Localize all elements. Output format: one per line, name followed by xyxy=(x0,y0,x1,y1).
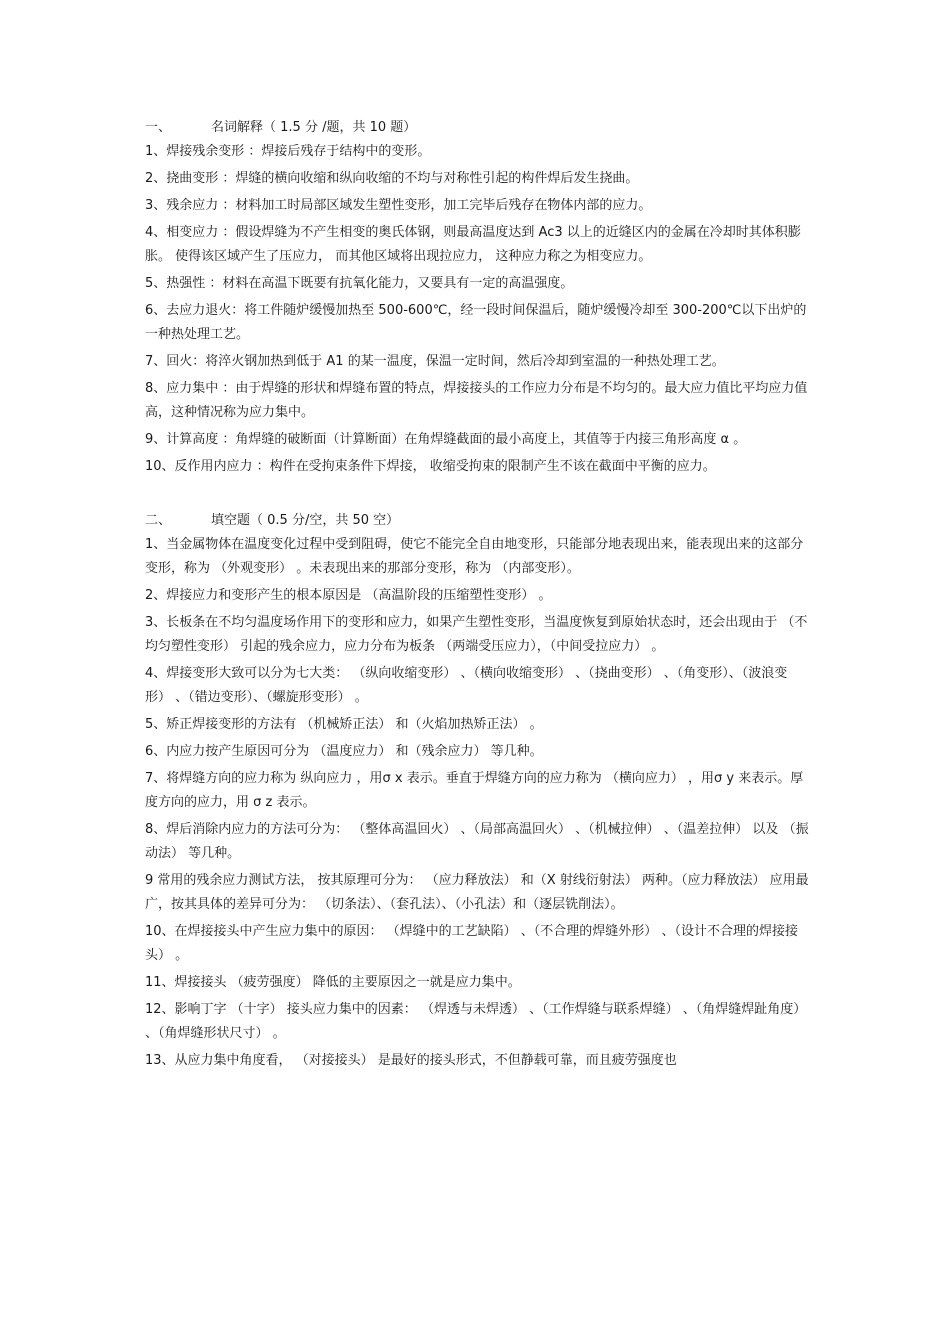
list-item: 3、长板条在不均匀温度场作用下的变形和应力，如果产生塑性变形，当温度恢复到原始状态时，还会出现由于 （不均匀塑性变形） 引起的残余应力，应力分布为板条 （两端受压应力），（中间受拉应力） 。 xyxy=(145,615,808,654)
section-spacer xyxy=(145,482,810,509)
list-item: 1、焊接残余变形 ：焊接后残存于结构中的变形。 xyxy=(145,144,431,159)
list-item: 4、焊接变形大致可以分为七大类： （纵向收缩变形） 、（横向收缩变形） 、（挠曲变形） 、（角变形）、（波浪变形） 、（错边变形）、（螺旋形变形） 。 xyxy=(145,666,788,705)
list-item: 6、去应力退火：将工件随炉缓慢加热至 500-600℃，经一段时间保温后，随炉缓慢冷却至 300-200℃以下出炉的一种热处理工艺。 xyxy=(145,303,807,342)
section-1-list xyxy=(145,140,810,479)
list-item: 8、焊后消除内应力的方法可分为： （整体高温回火） 、（局部高温回火） 、（机械拉伸） 、（温差拉伸） 以及 （振动法） 等几种。 xyxy=(145,822,809,861)
list-item: 12、影响丁字 （十字） 接头应力集中的因素： （焊透与未焊透） 、（工作焊缝与联系焊缝） 、（角焊缝焊趾角度） 、（角焊缝形状尺寸） 。 xyxy=(145,1002,811,1041)
document-page xyxy=(145,116,810,1076)
section-title: 名词解释（ 1.5 分 /题，共 10 题） xyxy=(211,120,417,135)
list-item: 10、反作用内应力 ：构件在受拘束条件下焊接， 收缩受拘束的限制产生不该在截面中平衡的应力。 xyxy=(145,459,716,474)
list-item: 9、计算高度 ：角焊缝的破断面（计算断面）在角焊缝截面的最小高度上，其值等于内接三角形高度 α 。 xyxy=(145,432,747,447)
list-item: 2、焊接应力和变形产生的根本原因是 （高温阶段的压缩塑性变形） 。 xyxy=(145,588,552,603)
list-item: 5、矫正焊接变形的方法有 （机械矫正法） 和（火焰加热矫正法） 。 xyxy=(145,717,543,732)
list-item: 9 常用的残余应力测试方法， 按其原理可分为： （应力释放法） 和（X 射线衍射法） 两种。（应力释放法） 应用最广，按其具体的差异可分为： （切条法）、（套孔法）、（小孔法）和（逐层铣削法）。 xyxy=(145,873,809,912)
list-item: 4、相变应力 ：假设焊缝为不产生相变的奥氏体钢，则最高温度达到 Ac3 以上的近缝区内的金属在冷却时其体积膨胀。 使得该区域产生了压应力， 而其他区域将出现拉应力， 这种应力称之为相变应力。 xyxy=(145,225,801,264)
section-number: 二、 xyxy=(145,513,172,528)
list-item: 8、应力集中 ：由于焊缝的形状和焊缝布置的特点，焊接接头的工作应力分布是不均匀的。最大应力值比平均应力值高，这种情况称为应力集中。 xyxy=(145,381,808,420)
list-item: 11、焊接接头 （疲劳强度） 降低的主要原因之一就是应力集中。 xyxy=(145,975,521,990)
list-item: 1、当金属物体在温度变化过程中受到阻碍，使它不能完全自由地变形，只能部分地表现出来，能表现出来的这部分变形，称为 （外观变形） 。未表现出来的那部分变形，称为 （内部变形）。 xyxy=(145,537,804,576)
list-item: 13、从应力集中角度看， （对接接头） 是最好的接头形式，不但静载可靠，而且疲劳强度也 xyxy=(145,1053,677,1068)
list-item: 2、挠曲变形 ：焊缝的横向收缩和纵向收缩的不均与对称性引起的构件焊后发生挠曲。 xyxy=(145,171,639,186)
section-heading-2 xyxy=(145,509,810,533)
list-item: 7、回火：将淬火钢加热到低于 A1 的某一温度，保温一定时间，然后冷却到室温的一种热处理工艺。 xyxy=(145,354,725,369)
section-title: 填空题（ 0.5 分/空，共 50 空） xyxy=(211,513,400,528)
list-item: 7、将焊缝方向的应力称为 纵向应力 ，用σ x 表示。垂直于焊缝方向的应力称为 （横向应力） ，用σ y 来表示。厚度方向的应力，用 σ z 表示。 xyxy=(145,771,804,810)
list-item: 3、残余应力 ：材料加工时局部区域发生塑性变形，加工完毕后残存在物体内部的应力。 xyxy=(145,198,652,213)
list-item: 5、热强性 ：材料在高温下既要有抗氧化能力，又要具有一定的高温强度。 xyxy=(145,276,574,291)
section-2-list xyxy=(145,533,810,1073)
section-heading-1 xyxy=(145,116,810,140)
list-item: 10、在焊接接头中产生应力集中的原因： （焊缝中的工艺缺陷） 、（不合理的焊缝外形） 、（设计不合理的焊接接头） 。 xyxy=(145,924,798,963)
section-number: 一、 xyxy=(145,120,172,135)
list-item: 6、内应力按产生原因可分为 （温度应力） 和（残余应力） 等几种。 xyxy=(145,744,543,759)
